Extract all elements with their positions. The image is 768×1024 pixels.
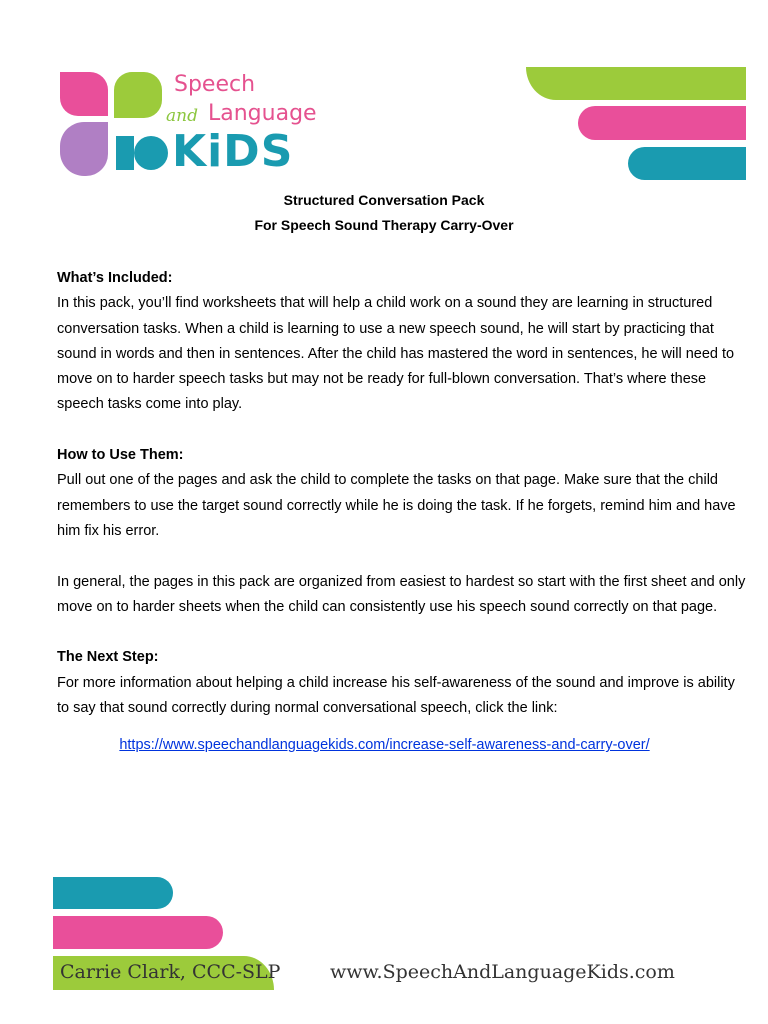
- section-body-included: In this pack, you’ll find worksheets that will help a child work on a sound they are learning in structured conversation tasks. When a child is learning to use a new speech sound, he will start by practicing that sound in words and then in sentences. After the child has mastered the word in sentences, he will need to move on to harder speech tasks but may not be ready for full-blown conversation. That’s where these speech tasks come into play.: [57, 295, 735, 413]
- paragraph-spacer: [57, 620, 747, 645]
- logo-word-speech: Speech: [174, 72, 256, 97]
- logo-word-and: and: [166, 106, 198, 126]
- decorative-stripe-pink-bottom: [53, 916, 223, 949]
- logo-word-language: Language: [208, 101, 317, 126]
- section-body-next-step: For more information about helping a child increase his self-awareness of the sound and improve is ability to say that sound correctly during normal conversational speech, click the link:: [57, 674, 735, 717]
- section-heading-next-step: The Next Step:: [57, 649, 159, 666]
- decorative-stripe-pink-top: [578, 106, 746, 140]
- decorative-stripe-green-top: [526, 67, 746, 100]
- footer-website: www.SpeechAndLanguageKids.com: [330, 961, 675, 983]
- logo-petals-icon: [56, 68, 168, 180]
- section-heading-included: What’s Included:: [57, 270, 173, 286]
- document-subtitle: For Speech Sound Therapy Carry-Over: [254, 217, 514, 233]
- paragraph-spacer: [57, 418, 747, 443]
- logo-word-kids: KiDS: [172, 126, 294, 177]
- brand-logo: [56, 68, 316, 180]
- document-title: Structured Conversation Pack: [283, 192, 485, 208]
- section-body-how-to-1: Pull out one of the pages and ask the child to complete the tasks on that page. Make sure that the child remembers to use the target sound correctly while he is doing the task. If he forgets, remind him and have him fix his error.: [57, 472, 736, 539]
- paragraph-spacer: [57, 544, 747, 569]
- section-body-how-to-2: In general, the pages in this pack are organized from easiest to hardest so start with the first sheet and only move on to harder sheets when the child can consistently use his speech sound correctly on that page.: [57, 573, 746, 615]
- section-heading-how-to: How to Use Them:: [57, 447, 184, 464]
- link-container: [57, 733, 712, 758]
- carry-over-link[interactable]: https://www.speechandlanguagekids.com/increase-self-awareness-and-carry-over/: [119, 737, 650, 754]
- footer-author: Carrie Clark, CCC-SLP: [60, 961, 281, 983]
- document-body: [57, 266, 747, 759]
- decorative-stripe-teal-top: [628, 147, 746, 180]
- decorative-stripe-teal-bottom: [53, 877, 173, 909]
